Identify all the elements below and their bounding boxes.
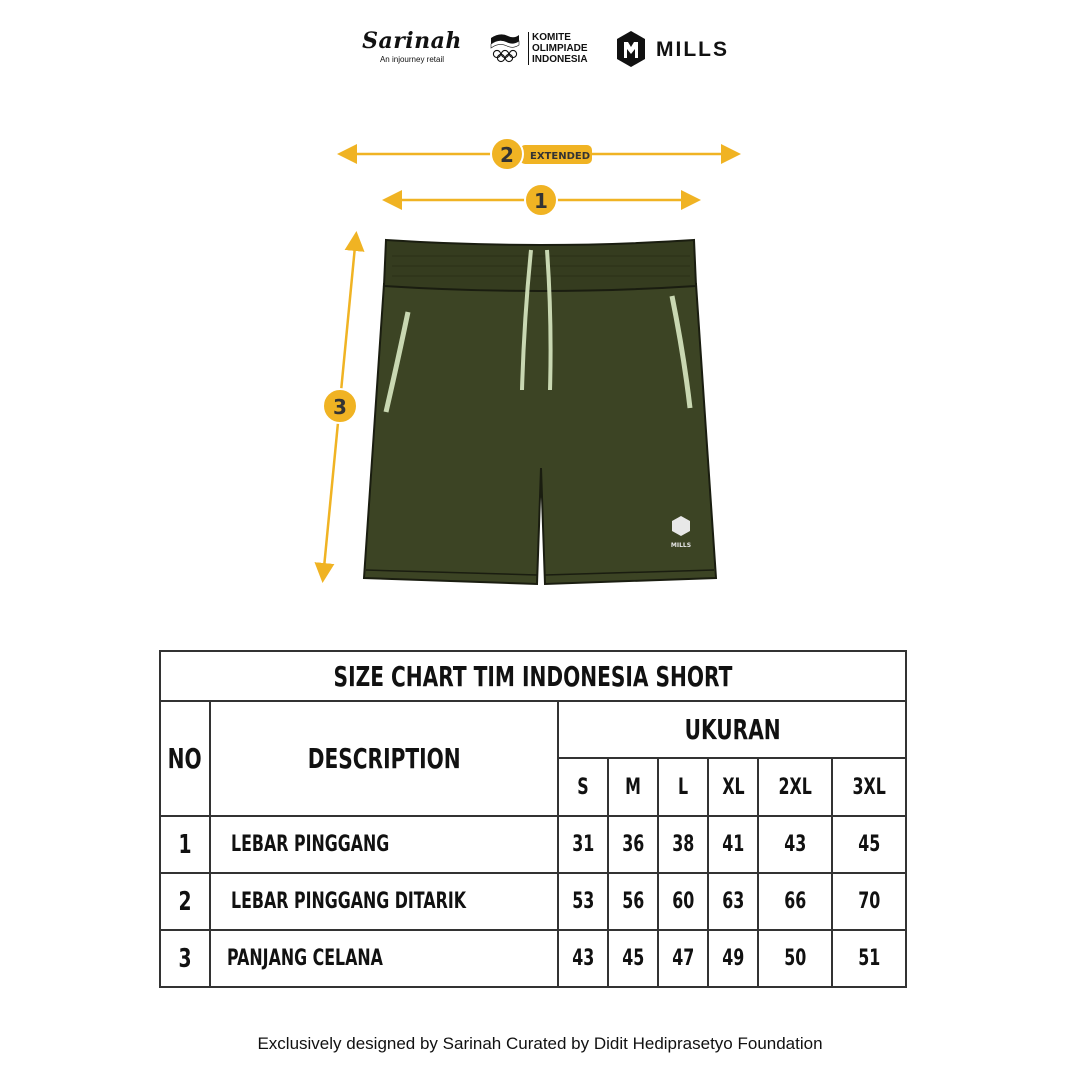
product-logo-text: MILLS [670, 542, 692, 549]
size-header-m: M [608, 758, 658, 816]
value-cell: 63 [708, 873, 758, 930]
koi-wordmark: KOMITE OLIMPIADE INDONESIA [528, 32, 588, 65]
measure-3-arrow [323, 236, 357, 578]
row-number: 1 [160, 816, 210, 873]
size-header-l: L [658, 758, 708, 816]
value-cell: 45 [832, 816, 906, 873]
value-cell: 53 [558, 873, 608, 930]
value-cell: 43 [558, 930, 608, 987]
measure-2-label: 2 [500, 143, 514, 167]
measure-3-label: 3 [333, 395, 347, 419]
size-header-s: S [558, 758, 608, 816]
value-cell: 50 [758, 930, 832, 987]
value-cell: 31 [558, 816, 608, 873]
size-header-xl: XL [708, 758, 758, 816]
header-description: DESCRIPTION [210, 701, 558, 816]
measure-2-extended-tag: EXTENDED [530, 151, 590, 162]
table-row [160, 816, 906, 873]
value-cell: 38 [658, 816, 708, 873]
value-cell: 66 [758, 873, 832, 930]
value-cell: 43 [758, 816, 832, 873]
measure-1-arrow [387, 184, 696, 216]
shorts-illustration [364, 240, 716, 584]
row-description: LEBAR PINGGANG [210, 816, 558, 873]
value-cell: 60 [658, 873, 708, 930]
mills-wordmark: MILLS [656, 38, 729, 61]
row-number: 3 [160, 930, 210, 987]
row-description: LEBAR PINGGANG DITARIK [210, 873, 558, 930]
measure-2-arrow [342, 138, 736, 170]
value-cell: 51 [832, 930, 906, 987]
table-row [160, 930, 906, 987]
sarinah-wordmark: Sarinah [362, 28, 462, 54]
row-number: 2 [160, 873, 210, 930]
value-cell: 70 [832, 873, 906, 930]
size-chart-title: SIZE CHART TIM INDONESIA SHORT [160, 651, 906, 701]
footer-credit: Exclusively designed by Sarinah Curated by Didit Hediprasetyo Foundation [257, 1034, 823, 1053]
value-cell: 36 [608, 816, 658, 873]
header-no: NO [160, 701, 210, 816]
value-cell: 49 [708, 930, 758, 987]
size-header-3xl: 3XL [832, 758, 906, 816]
size-chart-table [159, 650, 907, 988]
header-ukuran: UKURAN [558, 701, 906, 758]
value-cell: 45 [608, 930, 658, 987]
measure-1-label: 1 [534, 189, 548, 213]
row-description: PANJANG CELANA [210, 930, 558, 987]
value-cell: 56 [608, 873, 658, 930]
value-cell: 41 [708, 816, 758, 873]
size-header-2xl: 2XL [758, 758, 832, 816]
sarinah-tagline: An injourney retail [379, 55, 445, 64]
value-cell: 47 [658, 930, 708, 987]
table-row [160, 873, 906, 930]
